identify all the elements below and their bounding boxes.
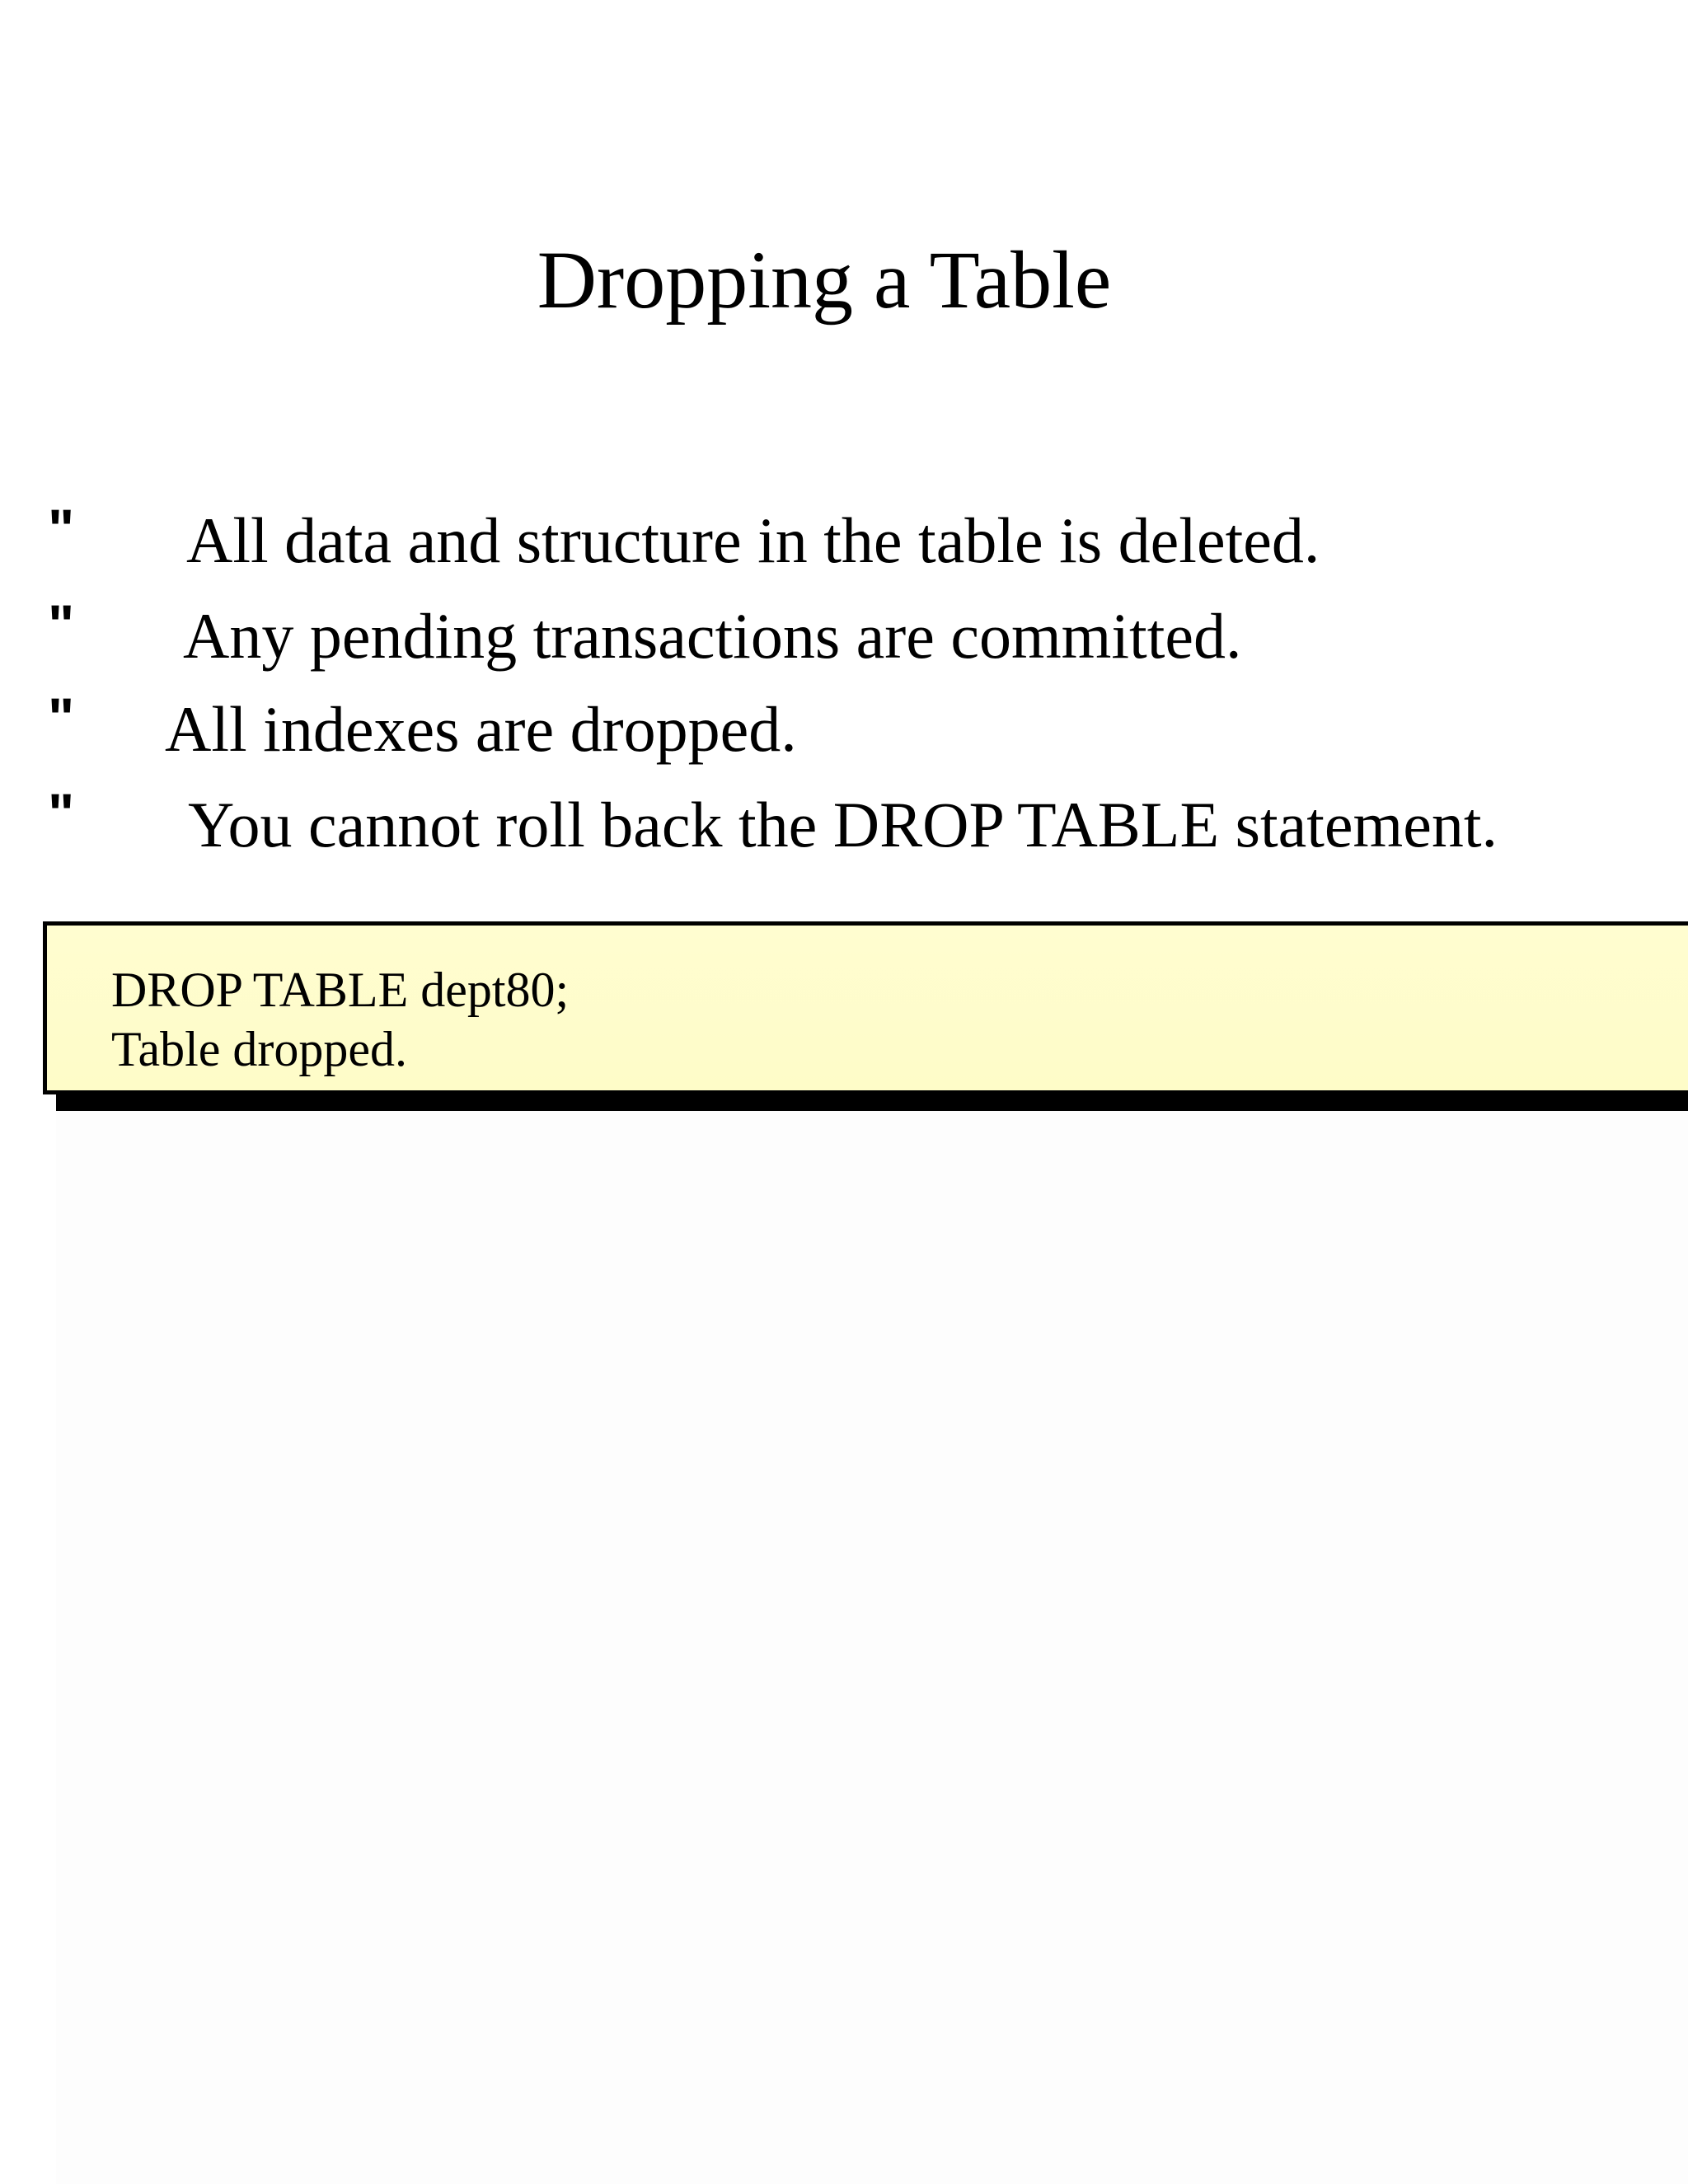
sql-result: Table dropped. xyxy=(111,1022,408,1076)
bullet-item xyxy=(0,687,1648,780)
sql-code-box xyxy=(43,921,1688,1094)
bullet-item xyxy=(0,593,1648,687)
bullet-text: All indexes are dropped. xyxy=(165,693,797,765)
bullet-marker: " xyxy=(48,498,75,560)
bullet-marker: " xyxy=(48,782,75,845)
bullet-item xyxy=(0,782,1648,876)
bullet-marker: " xyxy=(48,593,75,656)
bullet-text: Any pending transactions are committed. xyxy=(183,600,1242,672)
bullet-marker: " xyxy=(48,687,75,749)
bullet-item xyxy=(0,498,1648,592)
sql-statement: DROP TABLE dept80; xyxy=(111,963,570,1017)
bullet-text: All data and structure in the table is deleted. xyxy=(186,504,1320,576)
bullet-text: You cannot roll back the DROP TABLE statement. xyxy=(188,789,1498,860)
slide-title: Dropping a Table xyxy=(537,234,1112,326)
page-background-shade xyxy=(56,1096,1688,2184)
